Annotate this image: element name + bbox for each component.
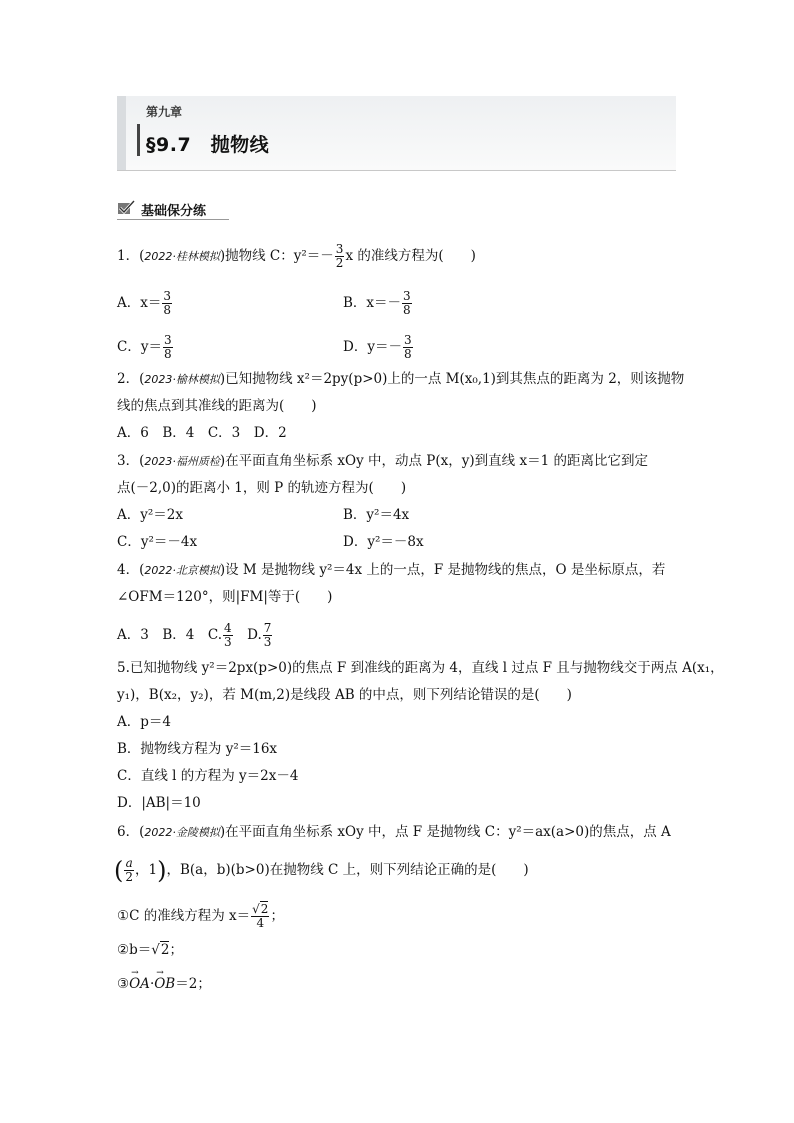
vector-ob: → OB [154,974,175,994]
chapter-label: 第九章 [146,105,183,119]
practice-label: 基础保分练 [141,204,207,219]
q2-options: A．6 B．4 C．3 D．2 [117,425,287,441]
q2-stem-line1: 2．(2023·榆林模拟)已知抛物线 x²＝2py(p>0)上的一点 M(x₀,1)到其焦点的距离为 2，则该抛物 [117,371,685,387]
q6-statement-3: ③→ OA·→ OB＝2； [117,974,211,994]
q1-option-c: C．y＝ $\frac{3}{8}$ [117,333,172,361]
q1-option-b: B．x＝－ $\frac{3}{8}$ [343,289,411,317]
q3-stem-line2: 点(－2,0)的距离小 1，则 P 的轨迹方程为( ) [117,480,407,496]
q4-options: A．3 B．4 C. $\frac{4}{3}$ D. $\frac{7}{3}$ [117,621,272,649]
q6-stem-line2: ( $\frac{a}{2}$ ，1)，B(a，b)(b>0)在抛物线 C 上，则下列结论正确的是( ) [114,856,529,885]
q3-option-d: D．y²＝－8x [343,534,424,550]
q5-option-b: B．抛物线方程为 y²＝16x [117,741,278,757]
q4-stem-line2: ∠OFM＝120°，则|FM|等于( ) [117,589,333,605]
vector-oa: → OA [129,974,150,994]
q5-stem-line1: 5.已知抛物线 y²＝2px(p>0)的焦点 F 到准线的距离为 4，直线 l 过点 F 且与抛物线交于两点 A(x₁， [117,660,724,676]
q6-stem-line1: 6．(2022·金陵模拟)在平面直角坐标系 xOy 中，点 F 是抛物线 C：y²＝ax(a>0)的焦点，点 A [117,824,671,840]
q5-option-c: C．直线 l 的方程为 y＝2x－4 [117,768,299,784]
q1-stem: 1．(2022·桂林模拟)抛物线 C：y²＝－ $\frac{3}{2}$ x 的准线方程为( ) [117,242,476,270]
fraction: $\frac{3}{2}$ [335,242,344,270]
title-accent-bar [137,124,140,156]
q2-stem-line2: 线的焦点到其准线的距离为( ) [117,398,317,414]
section-title: §9.7 抛物线 [146,134,270,156]
check-box-icon [117,200,135,215]
q1-option-d: D．y＝－ $\frac{3}{8}$ [343,333,412,361]
q6-statement-2: ②b＝√2； [117,942,183,958]
q3-option-a: A．y²＝2x [117,507,183,523]
q5-option-a: A．p＝4 [117,714,171,730]
header-stripe [117,96,126,170]
q6-statement-1: ①C 的准线方程为 x＝ $\frac{√2}{4}$ ； [117,902,284,930]
q4-stem-line1: 4．(2022·北京模拟)设 M 是抛物线 y²＝4x 上的一点，F 是抛物线的焦点，O 是坐标原点，若 [117,562,666,578]
q3-option-b: B．y²＝4x [343,507,410,523]
q5-option-d: D．|AB|＝10 [117,795,201,811]
q3-option-c: C．y²＝－4x [117,534,198,550]
q3-stem-line1: 3．(2023·福州质检)在平面直角坐标系 xOy 中，动点 P(x，y)到直线 x＝1 的距离比它到定 [117,453,648,469]
q5-stem-line2: y₁)，B(x₂，y₂)，若 M(m,2)是线段 AB 的中点，则下列结论错误的是( ) [117,687,572,703]
header-underline [117,170,676,171]
practice-underline [117,219,229,220]
q1-option-a: A．x＝ $\frac{3}{8}$ [117,289,172,317]
